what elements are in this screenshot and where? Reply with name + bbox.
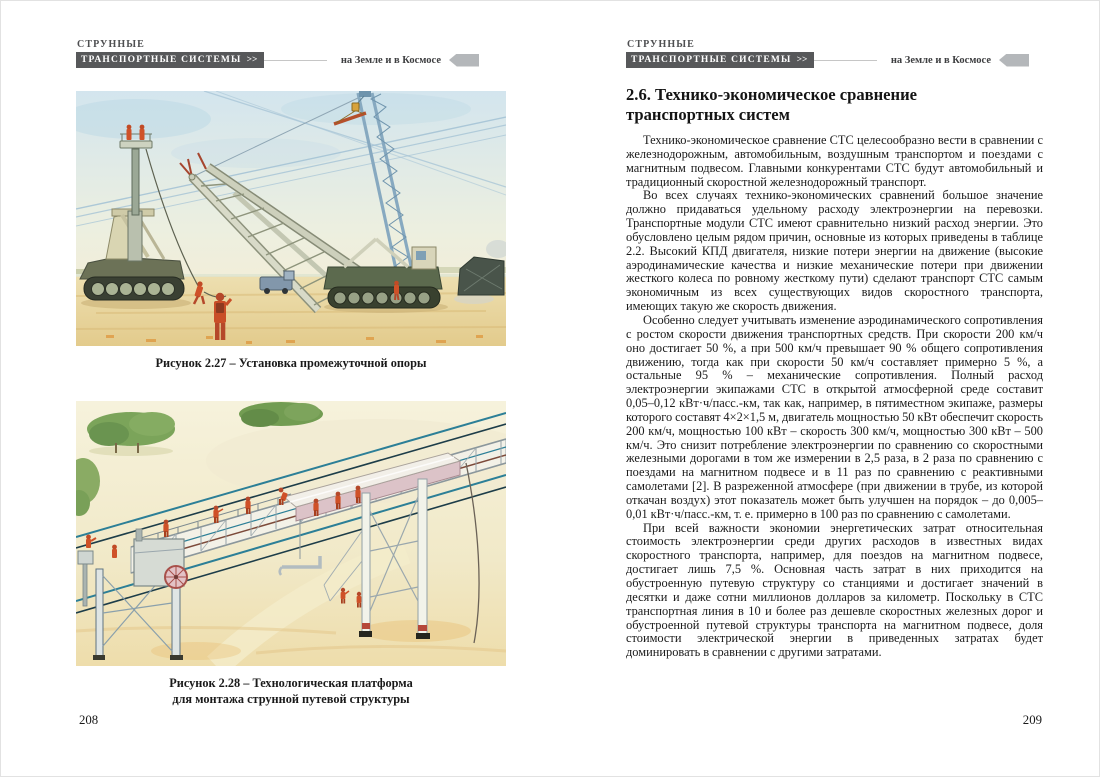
header-chevrons-icon: >>: [246, 55, 258, 65]
page-number-left: 208: [79, 713, 99, 727]
header-arrow-icon: [449, 54, 479, 67]
header-rule: [814, 60, 876, 61]
page-right: [551, 1, 1100, 778]
header-brand-top: СТРУННЫЕ: [627, 39, 695, 50]
header-rule: [264, 60, 326, 61]
figure-2-28: [76, 401, 506, 707]
figure-2-27: [76, 91, 506, 371]
figure-2-28-caption-line1: Рисунок 2.28 – Технологическая платформа: [169, 676, 413, 690]
header-tagline: на Земле и в Космосе: [890, 54, 991, 66]
body-paragraph-1: Технико-экономическое сравнение СТС целесообразно вести в сравнении с железнодорожным, автомобильным, воздушным транспортом и поездами с магнитным подвесом. Главными конкурентами СТС будут автомобильный и традиционный скоростной железнодорожный транспорт.: [626, 133, 1043, 189]
header-arrow-icon: [999, 54, 1029, 67]
section-title: [626, 85, 1043, 124]
header-row: [626, 52, 1029, 68]
section-title-line1: 2.6. Технико-экономическое сравнение: [626, 85, 918, 104]
figure-2-28-image: [76, 401, 506, 666]
running-header-right: [626, 39, 1029, 68]
body-paragraph-3: Особенно следует учитывать изменение аэродинамического сопротивления с ростом скорости движения транспортных средств. При скорости 200 км/ч оно достигает 50 %, а при 500 км/ч превышает 90 % общего сопротивления движению, тогда как при скорости 50 км/ч составляет примерно 5 %, а остальные 95 % – механические сопротивления. Полный расход электроэнергии экипажами СТС в открытой атмосферной среде составит 0,05–0,12 кВт·ч/пасс.-км, так как, например, в пятиместном экипаже, размеры которого составят 4×2×1,5 м, двигатель мощностью 50 кВт обеспечит скорость 200 км/ч, мощностью 100 кВт – скорость 300 км/ч, мощностью 300 кВт – 500 км/ч. Это снизит потребление электроэнергии по сравнению со скоростными железными дорогами в том же измерении в 2,5 раза, в 2 раза по сравнению с поездами на магнитном подвесе и в 11 раз по сравнению с реактивными самолетами [2]. В разреженной атмосфере (при движении в трубе, из которой откачан воздух) этот показатель может быть улучшен на порядок – до 0,005–0,01 кВт·ч/пасс.-км, т. е. примерно в 100 раз по сравнению с самолетами.: [626, 312, 1043, 521]
header-row: [76, 52, 479, 68]
header-chevrons-icon: >>: [796, 55, 808, 65]
figure-2-27-image: [76, 91, 506, 346]
header-brand-box: [626, 52, 814, 68]
page-number-right: 209: [1022, 713, 1042, 727]
header-brand-top: СТРУННЫЕ: [77, 39, 145, 50]
section-title-line2: транспортных систем: [626, 104, 790, 124]
header-tagline: на Земле и в Космосе: [340, 54, 441, 66]
body-paragraph-2: Во всех случаях технико-экономических сравнений большое значение должно придаваться удельному расходу электроэнергии на перевозки. Транспортные модули СТС имеют сравнительно низкий расход энергии. Это обусловлено целым рядом причин, основные из которых приведены в таблице 2.2. Высокий КПД двигателя, низкие потери энергии на движение (высокие аэродинамические качества и низкие механические потери при движении жесткого колеса по ровному жесткому пути) сделают транспорт СТС самым экономичным из всех существующих видов скоростного транспорта, имеющих такую же скорость движения.: [626, 188, 1043, 314]
figure-2-28-caption: [76, 675, 506, 707]
figure-2-28-caption-line2: для монтажа струнной путевой структуры: [172, 692, 410, 706]
section-content: [626, 85, 1043, 660]
running-header-left: [76, 39, 479, 68]
figure-2-27-caption: Рисунок 2.27 – Установка промежуточной опоры: [155, 356, 427, 370]
header-brand-label: ТРАНСПОРТНЫЕ СИСТЕМЫ: [81, 55, 242, 65]
header-brand-label: ТРАНСПОРТНЫЕ СИСТЕМЫ: [631, 55, 792, 65]
body-paragraph-4: При всей важности экономии энергетических затрат относительная стоимость электроэнергии среди других расходов в известных видах скоростного транспорта, например, для поездов на магнитном подвесе, достигает лишь 7,5 %. Основная часть затрат в них приходится на обустроенную путевую структуру со станциями и достигает значений в десятки и даже сотни миллионов долларов за километр. Поскольку в СТС транспортная линия в 10 и более раз дешевле скоростных железных дорог и обустроенной путевой структуры транспорта на магнитном подвесе, доля стоимости электрической энергии в приведенных затратах будет доминировать в сравнении с другими затратами.: [626, 520, 1043, 660]
page-left: [1, 1, 551, 778]
header-brand-box: [76, 52, 264, 68]
